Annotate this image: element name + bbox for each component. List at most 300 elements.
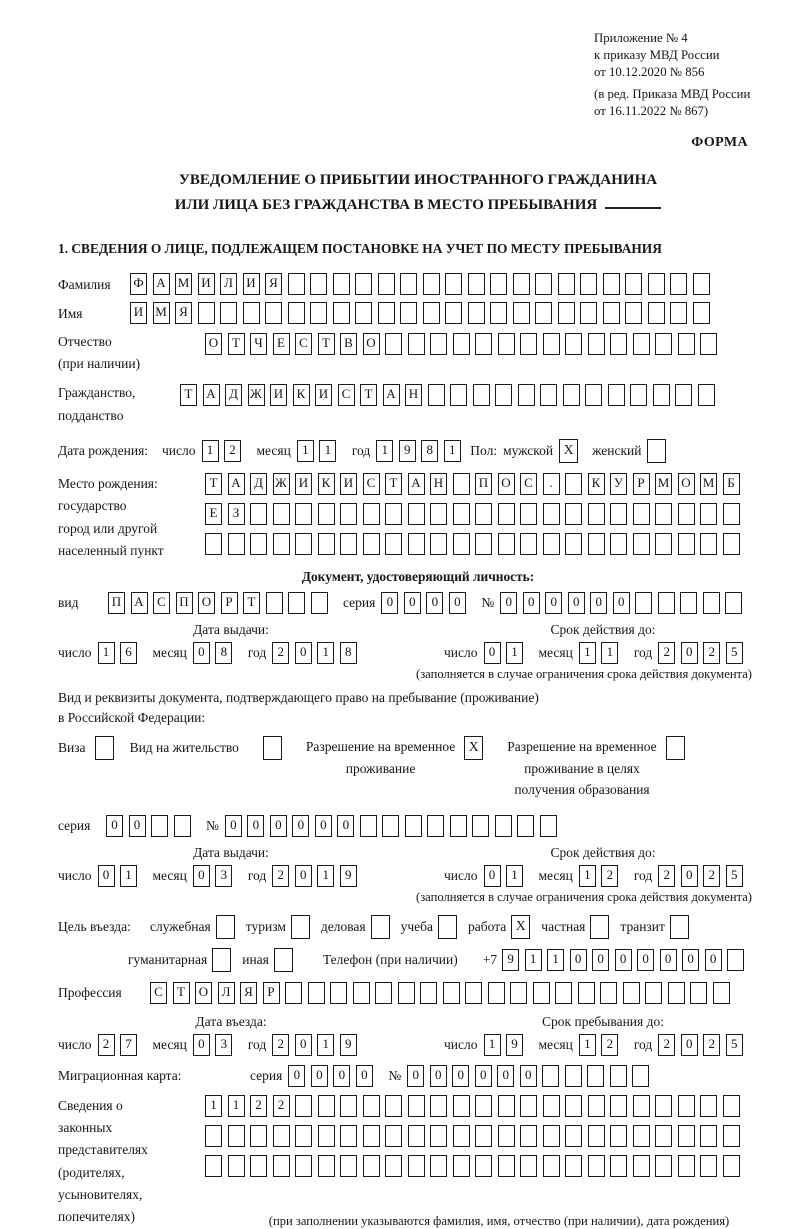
char-box[interactable] xyxy=(443,982,460,1004)
char-box[interactable] xyxy=(318,533,335,555)
char-box[interactable]: 0 xyxy=(407,1065,424,1087)
char-box[interactable]: И xyxy=(315,384,332,406)
char-box[interactable] xyxy=(400,273,417,295)
char-box[interactable]: Н xyxy=(405,384,422,406)
char-box[interactable] xyxy=(430,333,447,355)
char-box[interactable] xyxy=(655,333,672,355)
char-box[interactable] xyxy=(363,1095,380,1117)
char-box[interactable] xyxy=(648,273,665,295)
char-box[interactable]: 2 xyxy=(224,440,241,462)
char-box[interactable] xyxy=(520,333,537,355)
char-box[interactable]: 2 xyxy=(273,1095,290,1117)
char-box[interactable]: 0 xyxy=(311,1065,328,1087)
char-box[interactable] xyxy=(600,982,617,1004)
char-box[interactable]: Н xyxy=(430,473,447,495)
char-box[interactable] xyxy=(580,302,597,324)
char-box[interactable]: Б xyxy=(723,473,740,495)
char-box[interactable] xyxy=(633,1155,650,1177)
char-box[interactable]: Д xyxy=(250,473,267,495)
char-box[interactable] xyxy=(603,273,620,295)
char-box[interactable] xyxy=(453,1095,470,1117)
char-box[interactable] xyxy=(378,302,395,324)
char-box[interactable]: 0 xyxy=(637,949,654,971)
char-box[interactable] xyxy=(703,592,720,614)
char-box[interactable] xyxy=(228,1155,245,1177)
char-box[interactable]: А xyxy=(203,384,220,406)
char-box[interactable] xyxy=(340,503,357,525)
char-box[interactable]: Т xyxy=(385,473,402,495)
char-box[interactable]: 2 xyxy=(272,865,289,887)
char-box[interactable] xyxy=(310,302,327,324)
char-box[interactable] xyxy=(423,302,440,324)
temporary-residence-checkbox[interactable]: X xyxy=(464,736,483,760)
char-box[interactable] xyxy=(310,273,327,295)
char-box[interactable] xyxy=(608,384,625,406)
purpose-transit-checkbox[interactable] xyxy=(670,915,689,939)
char-box[interactable]: 0 xyxy=(545,592,562,614)
char-box[interactable] xyxy=(382,815,399,837)
char-box[interactable]: 9 xyxy=(340,865,357,887)
char-box[interactable] xyxy=(430,533,447,555)
char-box[interactable]: М xyxy=(153,302,170,324)
char-box[interactable] xyxy=(318,1125,335,1147)
char-box[interactable] xyxy=(533,982,550,1004)
char-box[interactable] xyxy=(378,273,395,295)
char-box[interactable]: 0 xyxy=(270,815,287,837)
char-box[interactable] xyxy=(565,1155,582,1177)
char-box[interactable] xyxy=(498,333,515,355)
char-box[interactable] xyxy=(273,503,290,525)
char-box[interactable] xyxy=(490,302,507,324)
char-box[interactable]: 0 xyxy=(292,815,309,837)
char-box[interactable] xyxy=(588,533,605,555)
char-box[interactable]: И xyxy=(295,473,312,495)
char-box[interactable]: К xyxy=(318,473,335,495)
char-box[interactable]: И xyxy=(340,473,357,495)
char-box[interactable] xyxy=(678,533,695,555)
char-box[interactable]: 0 xyxy=(106,815,123,837)
char-box[interactable] xyxy=(653,384,670,406)
char-box[interactable] xyxy=(340,1095,357,1117)
char-box[interactable] xyxy=(295,1095,312,1117)
char-box[interactable] xyxy=(518,384,535,406)
char-box[interactable] xyxy=(713,982,730,1004)
char-box[interactable] xyxy=(353,982,370,1004)
char-box[interactable]: 0 xyxy=(615,949,632,971)
char-box[interactable] xyxy=(363,533,380,555)
char-box[interactable] xyxy=(453,333,470,355)
char-box[interactable] xyxy=(725,592,742,614)
char-box[interactable]: 0 xyxy=(592,949,609,971)
char-box[interactable] xyxy=(250,533,267,555)
char-box[interactable] xyxy=(513,302,530,324)
char-box[interactable] xyxy=(655,1125,672,1147)
char-box[interactable] xyxy=(408,333,425,355)
char-box[interactable] xyxy=(630,384,647,406)
char-box[interactable] xyxy=(363,1125,380,1147)
char-box[interactable]: 0 xyxy=(590,592,607,614)
char-box[interactable]: Т xyxy=(228,333,245,355)
char-box[interactable]: 1 xyxy=(98,642,115,664)
char-box[interactable]: 1 xyxy=(317,865,334,887)
char-box[interactable]: С xyxy=(295,333,312,355)
purpose-study-checkbox[interactable] xyxy=(438,915,457,939)
char-box[interactable] xyxy=(723,503,740,525)
char-box[interactable] xyxy=(430,1095,447,1117)
char-box[interactable] xyxy=(517,815,534,837)
char-box[interactable] xyxy=(428,384,445,406)
char-box[interactable]: 0 xyxy=(452,1065,469,1087)
char-box[interactable] xyxy=(498,1095,515,1117)
char-box[interactable]: 0 xyxy=(681,865,698,887)
char-box[interactable] xyxy=(520,503,537,525)
char-box[interactable]: 0 xyxy=(430,1065,447,1087)
char-box[interactable]: 2 xyxy=(703,865,720,887)
char-box[interactable] xyxy=(220,302,237,324)
char-box[interactable] xyxy=(543,503,560,525)
char-box[interactable] xyxy=(398,982,415,1004)
char-box[interactable] xyxy=(693,273,710,295)
char-box[interactable] xyxy=(675,384,692,406)
char-box[interactable]: Р xyxy=(633,473,650,495)
char-box[interactable] xyxy=(588,333,605,355)
char-box[interactable]: Я xyxy=(265,273,282,295)
char-box[interactable] xyxy=(543,1095,560,1117)
char-box[interactable]: 3 xyxy=(215,865,232,887)
char-box[interactable]: Е xyxy=(273,333,290,355)
char-box[interactable]: Ф xyxy=(130,273,147,295)
char-box[interactable] xyxy=(610,533,627,555)
char-box[interactable] xyxy=(400,302,417,324)
char-box[interactable] xyxy=(542,1065,559,1087)
char-box[interactable] xyxy=(727,949,744,971)
char-box[interactable]: 0 xyxy=(295,642,312,664)
visa-checkbox[interactable] xyxy=(95,736,114,760)
char-box[interactable] xyxy=(453,533,470,555)
char-box[interactable] xyxy=(205,533,222,555)
char-box[interactable]: 2 xyxy=(98,1034,115,1056)
char-box[interactable]: А xyxy=(383,384,400,406)
char-box[interactable] xyxy=(543,533,560,555)
char-box[interactable]: 7 xyxy=(120,1034,137,1056)
char-box[interactable]: 1 xyxy=(601,642,618,664)
char-box[interactable] xyxy=(498,1125,515,1147)
char-box[interactable] xyxy=(513,273,530,295)
char-box[interactable]: Т xyxy=(173,982,190,1004)
char-box[interactable] xyxy=(340,533,357,555)
char-box[interactable] xyxy=(453,503,470,525)
char-box[interactable] xyxy=(408,1155,425,1177)
char-box[interactable] xyxy=(472,815,489,837)
char-box[interactable]: Ж xyxy=(273,473,290,495)
char-box[interactable]: 2 xyxy=(272,642,289,664)
char-box[interactable]: 0 xyxy=(333,1065,350,1087)
char-box[interactable]: 1 xyxy=(297,440,314,462)
char-box[interactable]: 1 xyxy=(205,1095,222,1117)
char-box[interactable]: 1 xyxy=(506,642,523,664)
char-box[interactable]: И xyxy=(130,302,147,324)
char-box[interactable] xyxy=(151,815,168,837)
char-box[interactable] xyxy=(565,1065,582,1087)
char-box[interactable] xyxy=(498,533,515,555)
char-box[interactable]: С xyxy=(150,982,167,1004)
char-box[interactable] xyxy=(635,592,652,614)
char-box[interactable]: Р xyxy=(221,592,238,614)
char-box[interactable]: 2 xyxy=(250,1095,267,1117)
char-box[interactable] xyxy=(543,1155,560,1177)
char-box[interactable] xyxy=(205,1125,222,1147)
char-box[interactable] xyxy=(633,503,650,525)
char-box[interactable] xyxy=(473,384,490,406)
char-box[interactable]: 0 xyxy=(381,592,398,614)
char-box[interactable] xyxy=(633,1125,650,1147)
char-box[interactable]: 1 xyxy=(376,440,393,462)
char-box[interactable]: Е xyxy=(205,503,222,525)
char-box[interactable] xyxy=(700,1125,717,1147)
char-box[interactable]: Т xyxy=(360,384,377,406)
char-box[interactable]: 8 xyxy=(215,642,232,664)
char-box[interactable] xyxy=(250,1155,267,1177)
char-box[interactable] xyxy=(408,1095,425,1117)
char-box[interactable]: 1 xyxy=(317,642,334,664)
char-box[interactable]: О xyxy=(678,473,695,495)
char-box[interactable] xyxy=(698,384,715,406)
char-box[interactable]: 0 xyxy=(337,815,354,837)
char-box[interactable]: 0 xyxy=(660,949,677,971)
char-box[interactable] xyxy=(385,503,402,525)
char-box[interactable] xyxy=(250,503,267,525)
char-box[interactable]: 3 xyxy=(215,1034,232,1056)
char-box[interactable]: О xyxy=(205,333,222,355)
char-box[interactable] xyxy=(633,533,650,555)
char-box[interactable] xyxy=(625,273,642,295)
char-box[interactable] xyxy=(318,1095,335,1117)
char-box[interactable] xyxy=(723,1155,740,1177)
char-box[interactable] xyxy=(700,333,717,355)
char-box[interactable]: 8 xyxy=(340,642,357,664)
char-box[interactable]: 0 xyxy=(497,1065,514,1087)
char-box[interactable]: 1 xyxy=(579,865,596,887)
purpose-business-checkbox[interactable] xyxy=(371,915,390,939)
char-box[interactable] xyxy=(423,273,440,295)
char-box[interactable] xyxy=(670,302,687,324)
char-box[interactable] xyxy=(588,1125,605,1147)
char-box[interactable]: С xyxy=(338,384,355,406)
char-box[interactable]: 0 xyxy=(484,642,501,664)
char-box[interactable]: 1 xyxy=(547,949,564,971)
char-box[interactable] xyxy=(535,302,552,324)
char-box[interactable]: О xyxy=(363,333,380,355)
purpose-work-checkbox[interactable]: X xyxy=(511,915,530,939)
char-box[interactable]: 0 xyxy=(520,1065,537,1087)
char-box[interactable]: А xyxy=(131,592,148,614)
char-box[interactable] xyxy=(623,982,640,1004)
char-box[interactable]: 2 xyxy=(703,642,720,664)
char-box[interactable] xyxy=(585,384,602,406)
char-box[interactable]: Д xyxy=(225,384,242,406)
char-box[interactable] xyxy=(588,1155,605,1177)
char-box[interactable]: 1 xyxy=(579,642,596,664)
char-box[interactable] xyxy=(540,384,557,406)
char-box[interactable] xyxy=(543,1125,560,1147)
char-box[interactable]: 1 xyxy=(484,1034,501,1056)
char-box[interactable]: 0 xyxy=(247,815,264,837)
char-box[interactable] xyxy=(610,333,627,355)
char-box[interactable] xyxy=(408,1125,425,1147)
char-box[interactable]: Ж xyxy=(248,384,265,406)
purpose-humanitarian-checkbox[interactable] xyxy=(212,948,231,972)
char-box[interactable] xyxy=(465,982,482,1004)
char-box[interactable]: В xyxy=(340,333,357,355)
char-box[interactable] xyxy=(700,1155,717,1177)
char-box[interactable]: 0 xyxy=(193,642,210,664)
char-box[interactable] xyxy=(295,533,312,555)
char-box[interactable]: 0 xyxy=(225,815,242,837)
char-box[interactable] xyxy=(633,1095,650,1117)
char-box[interactable]: 2 xyxy=(658,642,675,664)
char-box[interactable]: А xyxy=(153,273,170,295)
char-box[interactable] xyxy=(700,503,717,525)
char-box[interactable]: 1 xyxy=(444,440,461,462)
char-box[interactable]: Л xyxy=(218,982,235,1004)
char-box[interactable] xyxy=(678,503,695,525)
char-box[interactable]: Л xyxy=(220,273,237,295)
char-box[interactable]: Т xyxy=(180,384,197,406)
char-box[interactable]: 0 xyxy=(682,949,699,971)
char-box[interactable] xyxy=(453,1155,470,1177)
char-box[interactable] xyxy=(273,1155,290,1177)
char-box[interactable] xyxy=(475,1155,492,1177)
char-box[interactable] xyxy=(610,1095,627,1117)
char-box[interactable] xyxy=(510,982,527,1004)
char-box[interactable] xyxy=(580,273,597,295)
char-box[interactable]: 0 xyxy=(193,865,210,887)
char-box[interactable] xyxy=(625,302,642,324)
char-box[interactable]: 5 xyxy=(726,1034,743,1056)
char-box[interactable]: 0 xyxy=(570,949,587,971)
char-box[interactable] xyxy=(385,533,402,555)
char-box[interactable]: 0 xyxy=(356,1065,373,1087)
char-box[interactable]: 2 xyxy=(601,865,618,887)
char-box[interactable] xyxy=(540,815,557,837)
char-box[interactable]: П xyxy=(475,473,492,495)
char-box[interactable] xyxy=(427,815,444,837)
char-box[interactable] xyxy=(520,533,537,555)
char-box[interactable]: С xyxy=(520,473,537,495)
char-box[interactable] xyxy=(468,302,485,324)
char-box[interactable] xyxy=(678,1095,695,1117)
char-box[interactable] xyxy=(555,982,572,1004)
char-box[interactable] xyxy=(445,273,462,295)
char-box[interactable] xyxy=(468,273,485,295)
char-box[interactable] xyxy=(475,1095,492,1117)
char-box[interactable] xyxy=(475,533,492,555)
char-box[interactable]: С xyxy=(153,592,170,614)
char-box[interactable] xyxy=(243,302,260,324)
char-box[interactable]: 0 xyxy=(288,1065,305,1087)
char-box[interactable] xyxy=(318,503,335,525)
char-box[interactable] xyxy=(385,333,402,355)
char-box[interactable] xyxy=(535,273,552,295)
char-box[interactable]: У xyxy=(610,473,627,495)
purpose-other-checkbox[interactable] xyxy=(274,948,293,972)
char-box[interactable]: Р xyxy=(263,982,280,1004)
char-box[interactable] xyxy=(250,1125,267,1147)
char-box[interactable]: 1 xyxy=(319,440,336,462)
char-box[interactable]: 5 xyxy=(726,642,743,664)
char-box[interactable]: 1 xyxy=(202,440,219,462)
char-box[interactable] xyxy=(588,503,605,525)
char-box[interactable] xyxy=(340,1155,357,1177)
char-box[interactable] xyxy=(266,592,283,614)
char-box[interactable] xyxy=(645,982,662,1004)
residence-permit-checkbox[interactable] xyxy=(263,736,282,760)
char-box[interactable]: 2 xyxy=(601,1034,618,1056)
char-box[interactable]: 0 xyxy=(613,592,630,614)
char-box[interactable]: Т xyxy=(318,333,335,355)
char-box[interactable] xyxy=(333,273,350,295)
char-box[interactable] xyxy=(633,333,650,355)
char-box[interactable] xyxy=(723,1095,740,1117)
char-box[interactable] xyxy=(670,273,687,295)
char-box[interactable] xyxy=(588,1095,605,1117)
char-box[interactable] xyxy=(693,302,710,324)
char-box[interactable]: И xyxy=(243,273,260,295)
char-box[interactable] xyxy=(340,1125,357,1147)
char-box[interactable]: 1 xyxy=(506,865,523,887)
char-box[interactable]: 0 xyxy=(295,865,312,887)
char-box[interactable]: 0 xyxy=(295,1034,312,1056)
char-box[interactable] xyxy=(543,333,560,355)
char-box[interactable] xyxy=(498,503,515,525)
char-box[interactable] xyxy=(198,302,215,324)
char-box[interactable] xyxy=(405,815,422,837)
char-box[interactable]: 0 xyxy=(449,592,466,614)
temporary-residence-education-checkbox[interactable] xyxy=(666,736,685,760)
char-box[interactable] xyxy=(363,503,380,525)
gender-male-checkbox[interactable]: X xyxy=(559,439,578,463)
char-box[interactable] xyxy=(678,333,695,355)
char-box[interactable] xyxy=(520,1155,537,1177)
char-box[interactable]: О xyxy=(498,473,515,495)
char-box[interactable] xyxy=(385,1155,402,1177)
gender-female-checkbox[interactable] xyxy=(647,439,666,463)
char-box[interactable] xyxy=(723,1125,740,1147)
char-box[interactable] xyxy=(490,273,507,295)
char-box[interactable]: 0 xyxy=(681,642,698,664)
char-box[interactable]: 2 xyxy=(658,865,675,887)
char-box[interactable]: 1 xyxy=(317,1034,334,1056)
char-box[interactable] xyxy=(610,1125,627,1147)
char-box[interactable]: О xyxy=(195,982,212,1004)
char-box[interactable] xyxy=(453,1125,470,1147)
char-box[interactable]: М xyxy=(700,473,717,495)
char-box[interactable] xyxy=(658,592,675,614)
char-box[interactable] xyxy=(318,1155,335,1177)
char-box[interactable] xyxy=(285,982,302,1004)
char-box[interactable]: 1 xyxy=(228,1095,245,1117)
char-box[interactable]: 9 xyxy=(506,1034,523,1056)
char-box[interactable] xyxy=(430,503,447,525)
char-box[interactable]: 0 xyxy=(484,865,501,887)
char-box[interactable]: 0 xyxy=(523,592,540,614)
char-box[interactable]: А xyxy=(408,473,425,495)
char-box[interactable]: 1 xyxy=(525,949,542,971)
char-box[interactable] xyxy=(363,1155,380,1177)
char-box[interactable] xyxy=(475,333,492,355)
char-box[interactable] xyxy=(632,1065,649,1087)
char-box[interactable]: . xyxy=(543,473,560,495)
